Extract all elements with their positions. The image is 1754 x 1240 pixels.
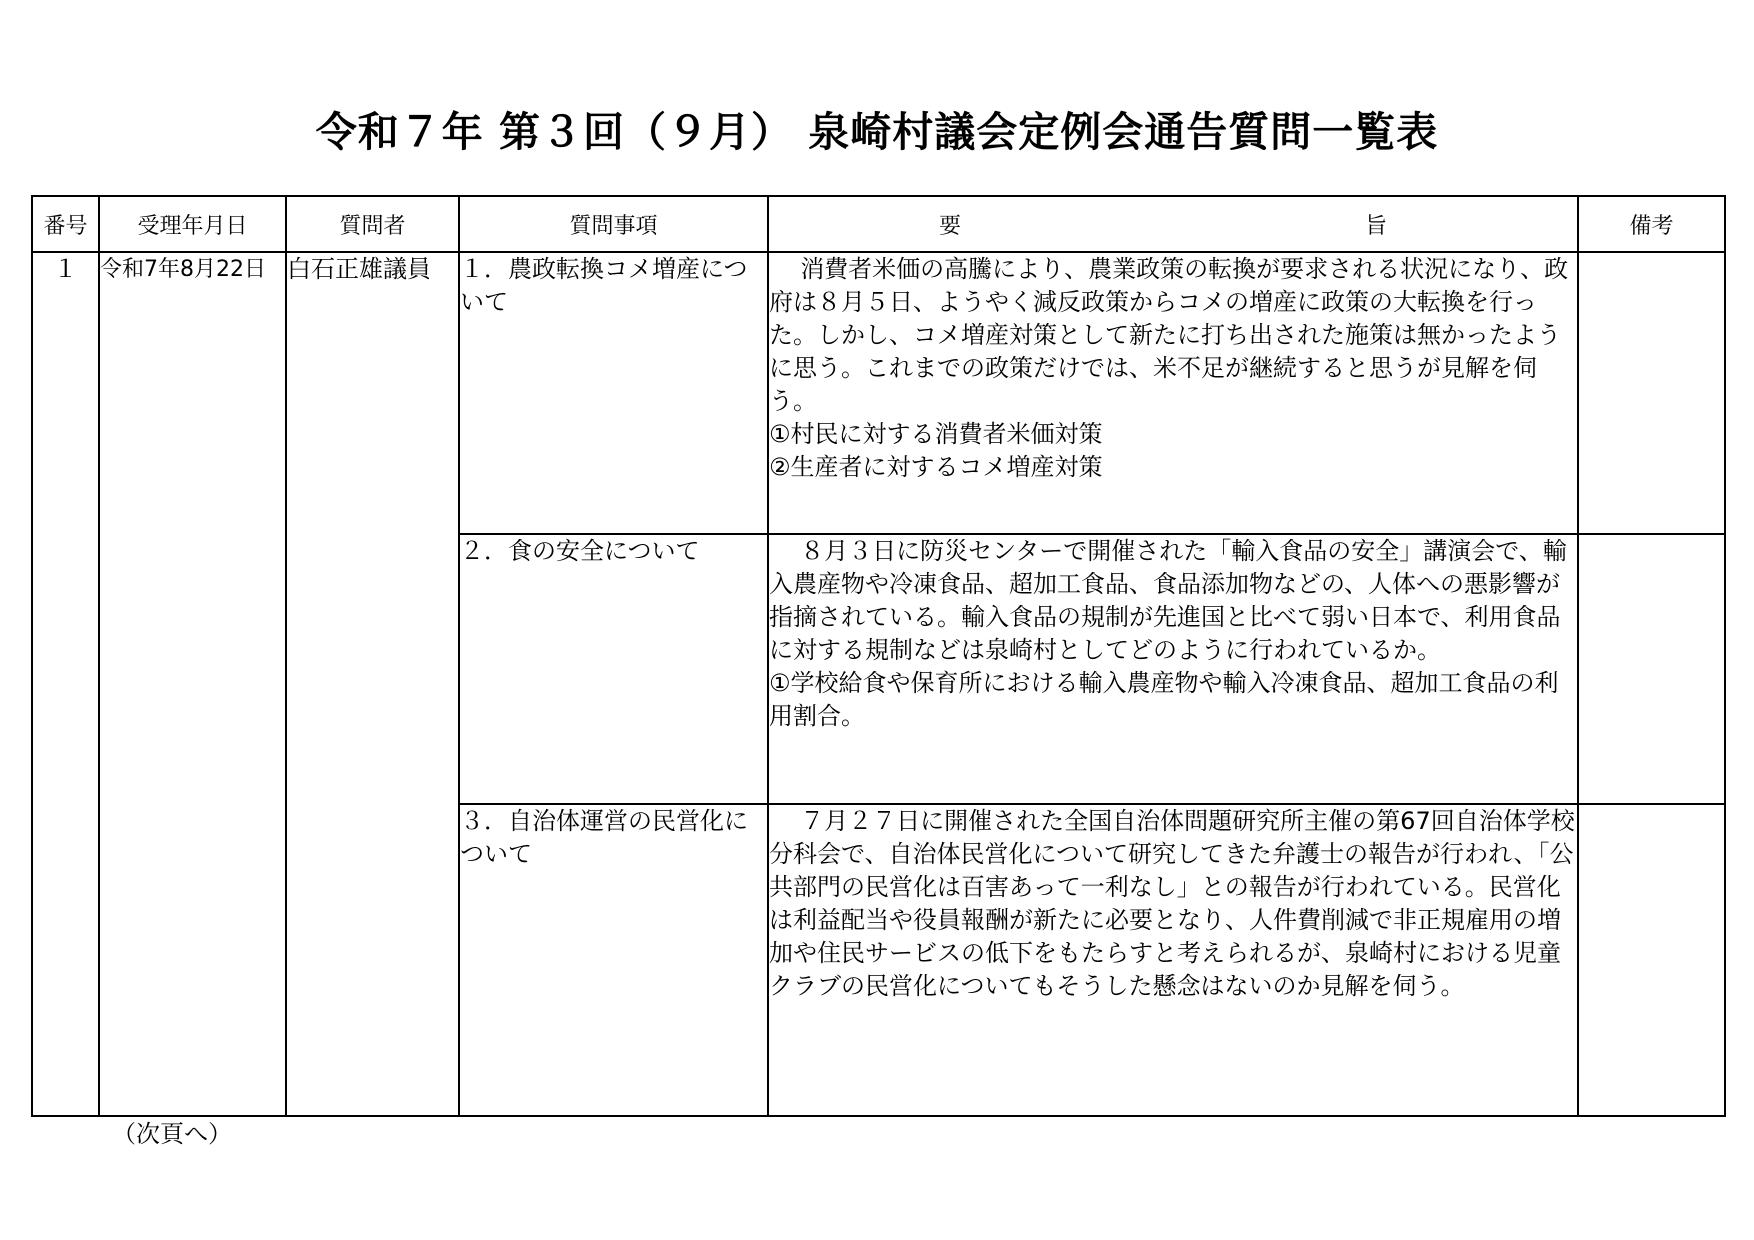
table-row	[32, 252, 1725, 534]
header-number: 番号	[32, 196, 99, 252]
question-summary	[768, 252, 1578, 534]
header-summary-right: 旨	[1364, 213, 1387, 239]
entry-number: １	[32, 252, 99, 1116]
header-summary-left: 要	[939, 213, 962, 239]
question-remarks	[1578, 804, 1725, 1116]
summary-item: ②生産者に対するコメ増産対策	[769, 453, 1103, 481]
summary-paragraph: ８月３日に防災センターで開催された「輸入食品の安全」講演会で、輸入農産物や冷凍食品、超加工食品、食品添加物などの、人体への悪影響が指摘されている。輸入食品の規制が先進国と比べて弱い日本で、利用食品に対する規制などは泉崎村としてどのように行われているか。	[769, 537, 1567, 664]
question-table	[31, 195, 1726, 1117]
header-questioner: 質問者	[286, 196, 459, 252]
question-remarks	[1578, 534, 1725, 804]
header-topic: 質問事項	[459, 196, 768, 252]
header-summary	[768, 196, 1578, 252]
question-summary	[768, 804, 1578, 1116]
header-row	[32, 196, 1725, 252]
question-remarks	[1578, 252, 1725, 534]
page-title: 令和７年 第３回（９月） 泉崎村議会定例会通告質問一覧表	[315, 108, 1439, 156]
header-date: 受理年月日	[99, 196, 286, 252]
question-summary	[768, 534, 1578, 804]
summary-paragraph: 消費者米価の高騰により、農業政策の転換が要求される状況になり、政府は８月５日、ようやく減反政策からコメの増産に政策の大転換を行った。しかし、コメ増産対策として新たに打ち出された施策は無かったように思う。これまでの政策だけでは、米不足が継続すると思うが見解を伺う。	[769, 255, 1569, 415]
question-topic: １．農政転換コメ増産について	[459, 252, 768, 534]
entry-date: 令和7年8月22日	[99, 252, 286, 1116]
summary-item: ①学校給食や保育所における輸入農産物や輸入冷凍食品、超加工食品の利用割合。	[769, 669, 1559, 730]
question-topic: ２．食の安全について	[459, 534, 768, 804]
question-topic: ３．自治体運営の民営化について	[459, 804, 768, 1116]
entry-questioner: 白石正雄議員	[286, 252, 459, 1116]
summary-paragraph: ７月２７日に開催された全国自治体問題研究所主催の第67回自治体学校分科会で、自治体民営化について研究してきた弁護士の報告が行われ、「公共部門の民営化は百害あって一利なし」との報告が行われている。民営化は利益配当や役員報酬が新たに必要となり、人件費削減で非正規雇用の増加や住民サービスの低下をもたらすと考えられるが、泉崎村における児童クラブの民営化についてもそうした懸念はないのか見解を伺う。	[769, 807, 1575, 1000]
header-remarks: 備考	[1578, 196, 1725, 252]
continued-note: （次頁へ）	[112, 1120, 232, 1148]
summary-item: ①村民に対する消費者米価対策	[769, 420, 1103, 448]
